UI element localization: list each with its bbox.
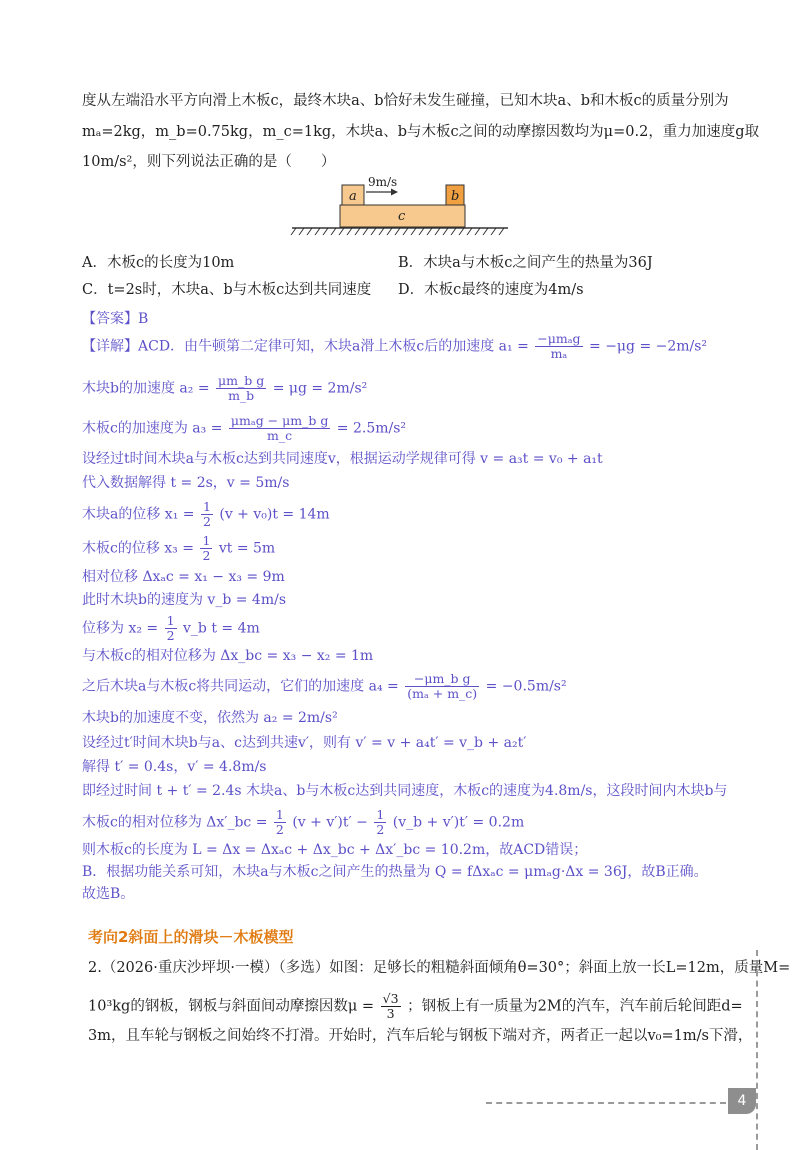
solution-line-7 <box>82 534 275 563</box>
sol17-fraction-2 <box>374 808 386 837</box>
sol12-prefix: 之后木块a与木板c将共同运动，它们的加速度 a₄ = <box>82 678 399 695</box>
velocity-label: 9m/s <box>368 175 398 189</box>
solution-line-2 <box>82 374 367 403</box>
sol2-prefix: 木块b的加速度 a₂ = <box>82 380 210 397</box>
q2-line-1: 2.（2026·重庆沙坪坝·一模）（多选）如图：足够长的粗糙斜面倾角θ=30°；斜面上放一长L=12m，质量M= <box>88 960 791 976</box>
sol7-suffix: vt = 5m <box>218 540 276 557</box>
option-a: A．木板c的长度为10m <box>82 255 235 271</box>
sol7-fraction <box>200 534 212 563</box>
q2-l2-suffix: ；钢板上有一质量为2M的汽车，汽车前后轮间距d= <box>407 998 743 1015</box>
solution-line-3 <box>82 414 406 443</box>
q2-l2-den: 3 <box>386 1006 395 1021</box>
sol2-suffix: = μg = 2m/s² <box>272 380 368 397</box>
option-b: B．木块a与木板c之间产生的热量为36J <box>398 255 653 271</box>
sol10-prefix: 位移为 x₂ = <box>82 620 159 637</box>
sol17-num-2: 1 <box>376 807 385 822</box>
q1-stem-line-3: 10m/s²，则下列说法正确的是（ ） <box>82 154 336 170</box>
sol6-fraction <box>201 500 213 529</box>
sol7-den: 2 <box>202 548 211 563</box>
sol2-den: m_b <box>228 388 255 403</box>
sol10-fraction <box>165 614 177 643</box>
q2-line-2 <box>88 992 743 1021</box>
right-dashed-border <box>756 950 758 1150</box>
q1-stem-line-2: mₐ=2kg，m_b=0.75kg，m_c=1kg，木块a、b与木板c之间的动摩擦因数均为μ=0.2，重力加速度g取 <box>82 124 760 140</box>
option-d: D．木板c最终的速度为4m/s <box>398 282 584 298</box>
sol1-den: mₐ <box>550 346 568 361</box>
sol12-num: −μm_b g <box>405 672 479 687</box>
sol17-prefix: 木板c的相对位移为 Δx′_bc = <box>82 814 268 831</box>
sol2-fraction <box>216 374 266 403</box>
sol12-suffix: = −0.5m/s² <box>485 678 567 695</box>
solution-line-13: 木块b的加速度不变，依然为 a₂ = 2m/s² <box>82 710 338 726</box>
sol3-num: μmₐg − μm_b g <box>230 413 329 428</box>
page-number: 4 <box>728 1088 756 1114</box>
solution-line-15: 解得 t′ = 0.4s，v′ = 4.8m/s <box>82 759 267 775</box>
solution-line-16: 即经过时间 t + t′ = 2.4s 木块a、b与木板c达到共同速度，木板c的速度为4.8m/s，这段时间内木块b与 <box>82 783 728 799</box>
section-title: 考向2斜面上的滑块－木板模型 <box>88 928 294 946</box>
sol6-suffix: (v + v₀)t = 14m <box>219 506 330 523</box>
answer-line: 【答案】B <box>82 311 149 327</box>
sol7-prefix: 木板c的位移 x₃ = <box>82 540 194 557</box>
sol17-den-2: 2 <box>376 822 385 837</box>
q1-figure <box>290 172 510 242</box>
sol12-fraction <box>405 672 479 701</box>
q1-stem-line-1: 度从左端沿水平方向滑上木板c，最终木块a、b恰好未发生碰撞，已知木块a、b和木板c的质量分别为 <box>82 93 729 109</box>
solution-line-5: 代入数据解得 t = 2s，v = 5m/s <box>82 475 290 491</box>
sol1-fraction <box>535 332 582 361</box>
sol6-prefix: 木块a的位移 x₁ = <box>82 506 195 523</box>
sol7-num: 1 <box>202 533 211 548</box>
block-b-label: b <box>451 189 460 204</box>
q2-l2-num: √3 <box>382 991 399 1006</box>
sol17-den-1: 2 <box>275 822 284 837</box>
bottom-dashed-border <box>486 1102 726 1104</box>
solution-line-1 <box>82 332 707 361</box>
sol6-num: 1 <box>202 499 211 514</box>
option-c: C．t=2s时，木块a、b与木板c达到共同速度 <box>82 282 372 298</box>
solution-line-12 <box>82 672 567 701</box>
ground-hatch <box>291 228 504 235</box>
sol17-fraction-1 <box>274 808 286 837</box>
solution-line-8: 相对位移 Δxₐc = x₁ − x₃ = 9m <box>82 569 285 585</box>
sol1-num: −μmₐg <box>537 331 581 346</box>
solution-line-6 <box>82 500 330 529</box>
sol3-suffix: = 2.5m/s² <box>336 420 407 437</box>
solution-line-14: 设经过t′时间木块b与a、c达到共速v′，则有 v′ = v + a₄t′ = v_b + a₂t′ <box>82 735 527 751</box>
sol17-mid: (v + v′)t′ − <box>292 814 368 831</box>
sol1-suffix: = −μg = −2m/s² <box>589 338 708 355</box>
sol3-den: m_c <box>267 428 293 443</box>
sol10-den: 2 <box>166 628 175 643</box>
sol2-num: μm_b g <box>218 373 265 388</box>
solution-line-4: 设经过t时间木块a与木板c达到共同速度v，根据运动学规律可得 v = a₃t = v₀ + a₁t <box>82 451 603 467</box>
solution-line-10 <box>82 614 260 643</box>
solution-line-19: B．根据功能关系可知，木块a与木板c之间产生的热量为 Q = fΔxₐc = μmₐg·Δx = 36J，故B正确。 <box>82 864 708 880</box>
solution-line-18: 则木板c的长度为 L = Δx = Δxₐc + Δx_bc + Δx′_bc = 10.2m，故ACD错误； <box>82 842 588 858</box>
sol3-prefix: 木板c的加速度为 a₃ = <box>82 420 223 437</box>
board-c-label: c <box>398 209 406 224</box>
sol3-fraction <box>229 414 330 443</box>
q2-l2-fraction <box>381 992 401 1021</box>
sol12-den: (mₐ + m_c) <box>407 686 478 701</box>
sol17-num-1: 1 <box>275 807 284 822</box>
sol1-prefix: 【详解】ACD．由牛顿第二定律可知，木块a滑上木板c后的加速度 a₁ = <box>82 338 529 355</box>
solution-line-20: 故选B。 <box>82 886 135 902</box>
q2-line-3: 3m，且车轮与钢板之间始终不打滑。开始时，汽车后轮与钢板下端对齐，两者正一起以v₀=1m/s下滑， <box>88 1028 753 1044</box>
sol17-suffix: (v_b + v′)t′ = 0.2m <box>392 814 525 831</box>
sol10-suffix: v_b t = 4m <box>183 620 260 637</box>
q2-l2-prefix: 10³kg的钢板，钢板与斜面间动摩擦因数μ = <box>88 998 375 1015</box>
solution-line-17 <box>82 808 524 837</box>
sol10-num: 1 <box>166 613 175 628</box>
solution-line-9: 此时木块b的速度为 v_b = 4m/s <box>82 592 286 608</box>
velocity-arrow-head <box>391 189 398 196</box>
block-a-label: a <box>349 189 357 204</box>
solution-line-11: 与木板c的相对位移为 Δx_bc = x₃ − x₂ = 1m <box>82 648 374 664</box>
sol6-den: 2 <box>202 514 211 529</box>
